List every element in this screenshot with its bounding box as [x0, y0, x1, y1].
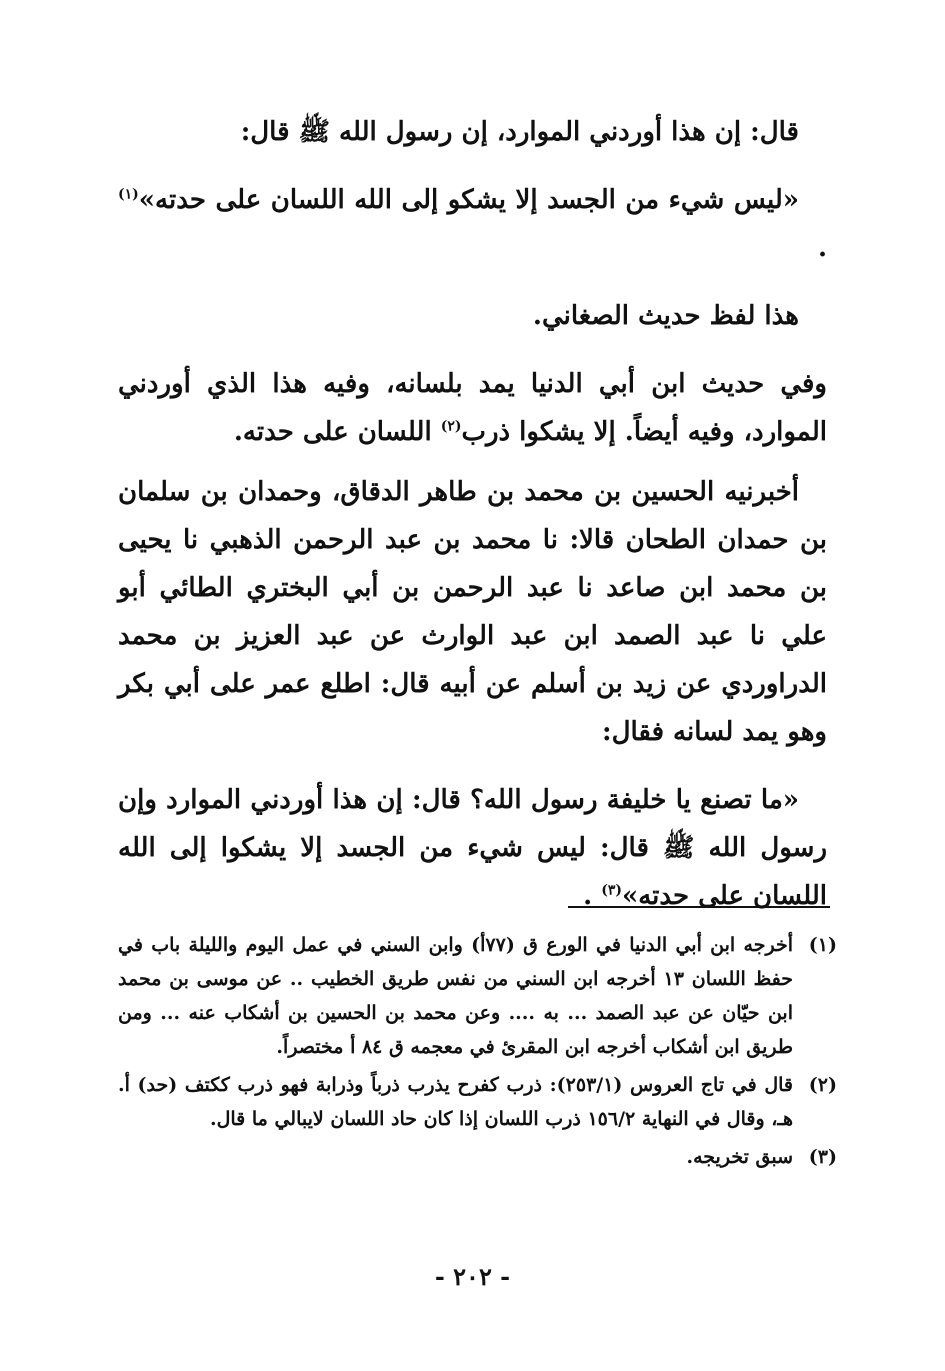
- paragraph-3: [118, 292, 827, 340]
- footnote-ref-1[interactable]: (١): [118, 186, 139, 203]
- paragraph-1: [118, 108, 827, 156]
- footnotes: [118, 928, 837, 1178]
- paragraph-4-text-a: وفي حديث ابن أبي الدنيا يمد بلسانه، وفيه هذا الذي أوردني الموارد، وفيه أيضاً. إلا يشكوا ذرب: [118, 369, 827, 447]
- paragraph-4-text-b: اللسان على حدته.: [233, 417, 441, 447]
- paragraph-1-text: قال: إن هذا أوردني الموارد، إن رسول الله ﷺ قال:: [240, 117, 799, 147]
- main-text: [118, 108, 827, 940]
- footnote-number: (١): [808, 934, 837, 956]
- hadith-text: «ليس شيء من الجسد إلا يشكو إلى الله اللسان على حدته»: [138, 185, 799, 215]
- footnote-number: (٢): [808, 1074, 837, 1096]
- paragraph-5-isnad: [118, 468, 827, 756]
- page-number: - ٢٠٢ -: [434, 1262, 511, 1291]
- footnote-3: [118, 1140, 837, 1174]
- paragraph-6-hadith: [118, 776, 827, 920]
- hadith-2-end: .: [583, 881, 602, 911]
- hadith-end: .: [817, 233, 827, 263]
- footnote-ref-2[interactable]: (٢): [440, 418, 462, 435]
- footnote-text: سبق تخريجه.: [686, 1146, 793, 1168]
- footnote-2: [118, 1068, 837, 1136]
- footnote-text: أخرجه ابن أبي الدنيا في الورع ق (٧٧أ) وابن السني في عمل اليوم والليلة باب في حفظ اللسان ١٣ أخرجه ابن السني من نفس طريق الخطيب .. عن موسى بن محمد ابن حيّان عن عبد الصمد ... به .... وعن محمد بن الحسين بن أشكاب عنه ... ومن طريق ابن أشكاب أخرجه ابن المقرئ في معجمه ق ٨٤ أ مختصراً.: [118, 934, 793, 1058]
- isnad-text: أخبرنيه الحسين بن محمد بن طاهر الدقاق، وحمدان بن سلمان بن حمدان الطحان قالا: نا محمد بن عبد الرحمن الذهبي نا يحيى بن محمد ابن صاعد نا عبد الرحمن بن أبي البختري الطائي أبو علي نا عبد الصمد ابن عبد الوارث عن عبد العزيز بن محمد الدراوردي عن زيد بن أسلم عن أبيه قال: اطلع عمر على أبي بكر وهو يمد لسانه فقال:: [118, 477, 827, 747]
- footnote-1: [118, 928, 837, 1064]
- footnote-text: قال في تاج العروس (٢٥٣/١): ذرب كفرح يذرب ذرباً وذرابة فهو ذرب ككتف (حد) أ. هـ، وقال في النهاية ١٥٦/٢ ذرب اللسان إذا كان حاد اللسان لايبالي ما قال.: [118, 1074, 793, 1130]
- hadith-2-text: «ما تصنع يا خليفة رسول الله؟ قال: إن هذا أوردني الموارد وإن رسول الله ﷺ قال: ليس شيء من الجسد إلا يشكوا إلى الله اللسان على حدته»: [118, 785, 827, 911]
- footnote-ref-3[interactable]: (٣): [601, 882, 622, 899]
- paragraph-2-hadith: [118, 176, 827, 272]
- footnote-number: (٣): [808, 1146, 837, 1168]
- paragraph-3-text: هذا لفظ حديث الصغاني.: [532, 301, 799, 331]
- footnote-separator: [568, 906, 830, 908]
- paragraph-4: [118, 360, 827, 456]
